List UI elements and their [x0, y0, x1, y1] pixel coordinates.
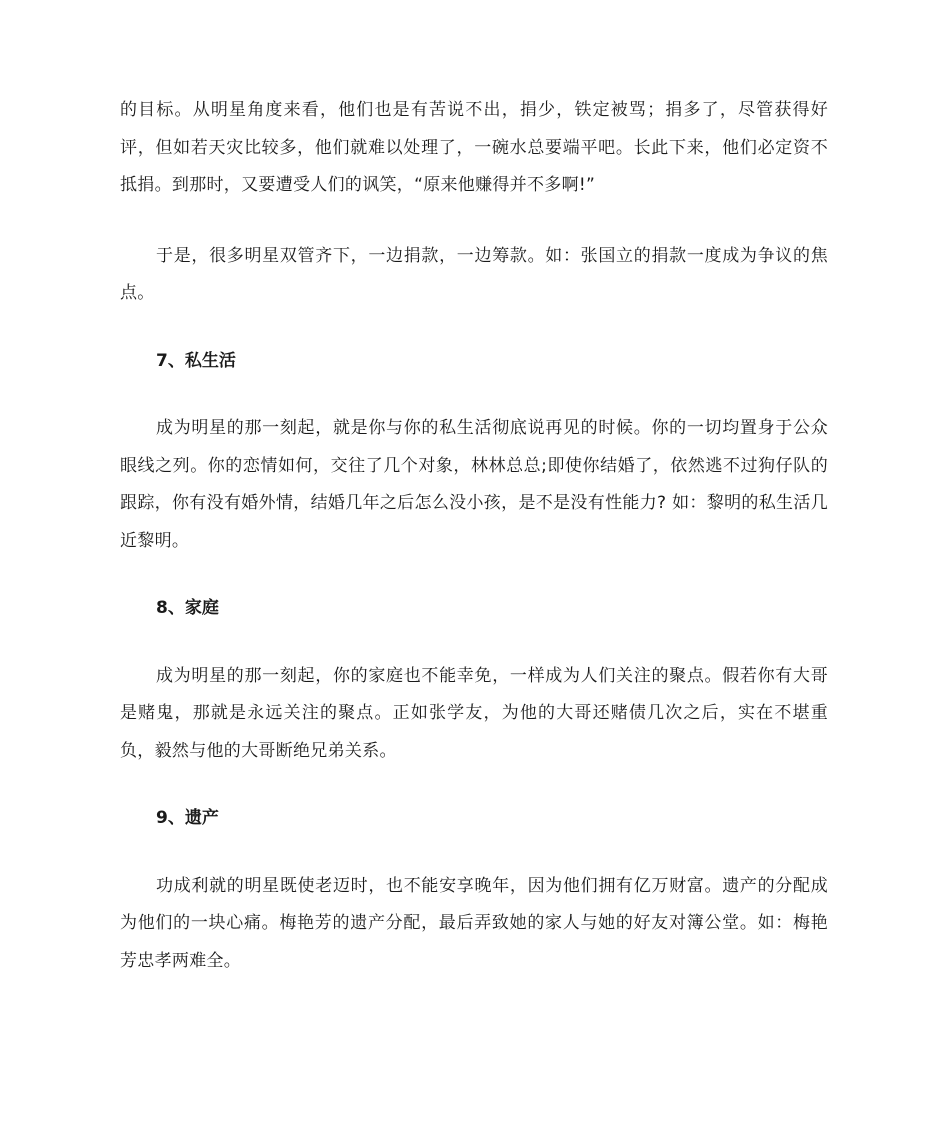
paragraph-gap	[120, 770, 828, 800]
paragraph-private-life: 成为明星的那一刻起，就是你与你的私生活彻底说再见的时候。你的一切均置身于公众眼线之列。你的恋情如何，交往了几个对象，林林总总;即使你结婚了，依然逃不过狗仔队的跟踪，你有没有婚外情，结婚几年之后怎么没小孩，是不是没有性能力? 如：黎明的私生活几近黎明。	[120, 418, 828, 551]
paragraph-gap	[120, 560, 828, 590]
paragraph-continued: 的目标。从明星角度来看，他们也是有苦说不出，捐少，铁定被骂；捐多了，尽管获得好评，但如若天灾比较多，他们就难以处理了，一碗水总要端平吧。长此下来，他们必定资不抵捐。到那时，又要遭受人们的讽笑，“原来他赚得并不多啊!”	[120, 100, 828, 195]
section-heading-private-life: 7、私生活	[156, 350, 236, 371]
section-heading-family: 8、家庭	[156, 598, 219, 618]
paragraph-gap	[120, 205, 828, 238]
document-page	[120, 92, 828, 980]
paragraph-donation: 于是，很多明星双管齐下，一边捐款，一边筹款。如：张国立的捐款一度成为争议的焦点。	[120, 245, 828, 303]
section-heading-inheritance: 9、遗产	[156, 808, 219, 828]
paragraph-gap	[120, 313, 828, 343]
paragraph-family: 成为明星的那一刻起，你的家庭也不能幸免，一样成为人们关注的聚点。假若你有大哥是赌鬼，那就是永远关注的聚点。正如张学友，为他的大哥还赌债几次之后，实在不堪重负，毅然与他的大哥断绝兄弟关系。	[120, 665, 828, 761]
paragraph-gap	[120, 380, 828, 410]
paragraph-gap	[120, 838, 828, 868]
paragraph-inheritance: 功成利就的明星既使老迈时，也不能安享晚年，因为他们拥有亿万财富。遗产的分配成为他们的一块心痛。梅艳芳的遗产分配，最后弄致她的家人与她的好友对簿公堂。如：梅艳芳忠孝两难全。	[120, 875, 828, 971]
paragraph-gap	[120, 628, 828, 658]
